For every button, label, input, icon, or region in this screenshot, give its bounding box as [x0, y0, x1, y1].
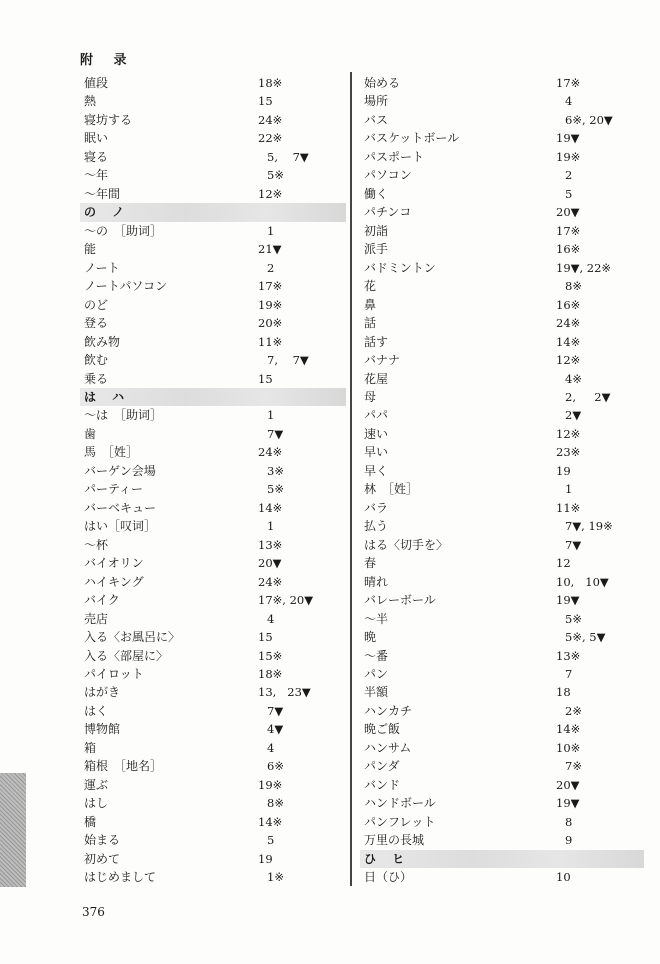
- entry-lesson-refs: 5: [267, 833, 275, 848]
- entry-term: 万里の長城: [364, 833, 425, 848]
- index-entry: [84, 610, 346, 628]
- entry-term: 晴れ: [364, 574, 389, 589]
- entry-lesson-refs: 19※: [258, 297, 283, 312]
- entry-term: バドミントン: [364, 260, 436, 275]
- entry-term: 林 ［姓］: [364, 482, 419, 497]
- entry-lesson-refs: 19: [258, 851, 273, 866]
- entry-lesson-refs: 15※: [258, 648, 283, 663]
- index-entry: [84, 850, 346, 868]
- entry-term: ～年: [84, 168, 109, 183]
- entry-term: 売店: [84, 611, 109, 626]
- entry-term: ノート: [84, 260, 120, 275]
- entry-term: 派手: [364, 242, 389, 257]
- entry-term: 飲み物: [84, 334, 121, 349]
- index-entry: [84, 554, 346, 572]
- index-entry: [364, 868, 644, 886]
- section-label: ひ ヒ: [364, 851, 411, 866]
- entry-lesson-refs: 7※: [565, 759, 582, 774]
- entry-term: 乗る: [84, 371, 109, 386]
- entry-term: パイロット: [84, 667, 144, 681]
- entry-term: 運ぶ: [84, 777, 109, 792]
- entry-term: ～半: [364, 611, 389, 626]
- index-entry: [364, 573, 644, 591]
- entry-term: バスケットボール: [364, 131, 460, 146]
- index-entry: [364, 74, 644, 92]
- entry-term: 早い: [364, 445, 389, 460]
- entry-lesson-refs: 6※, 20▼: [565, 112, 613, 127]
- index-entry: [84, 591, 346, 609]
- index-entry: [364, 647, 644, 665]
- entry-term: 寝坊する: [84, 112, 133, 127]
- entry-term: 母: [364, 389, 377, 404]
- entry-lesson-refs: 5※: [267, 482, 284, 497]
- index-entry: [364, 757, 644, 775]
- entry-term: 寝る: [84, 149, 109, 164]
- entry-term: パンフレット: [364, 814, 436, 829]
- section-header: [80, 203, 346, 221]
- entry-lesson-refs: 17※: [258, 279, 283, 294]
- entry-lesson-refs: 10, 10▼: [556, 574, 609, 589]
- entry-lesson-refs: 20※: [258, 316, 283, 331]
- index-entry: [364, 739, 644, 757]
- section-label: は ハ: [84, 389, 131, 404]
- index-entry: [84, 333, 346, 351]
- index-entry: [84, 148, 346, 166]
- index-entry: [364, 536, 644, 554]
- index-entry: [364, 554, 644, 572]
- index-entry: [364, 462, 644, 480]
- entry-term: パスポート: [364, 149, 425, 164]
- entry-term: パソコン: [364, 168, 412, 183]
- entry-lesson-refs: 12※: [556, 353, 581, 368]
- index-entry: [84, 259, 346, 277]
- entry-term: バーベキュー: [84, 500, 157, 515]
- entry-term: 話す: [364, 334, 389, 349]
- entry-term: 速い: [364, 426, 389, 441]
- index-entry: [84, 757, 346, 775]
- entry-term: のど: [84, 297, 109, 312]
- entry-term: ハンサム: [364, 740, 412, 755]
- entry-term: 能: [84, 242, 97, 257]
- entry-term: 橋: [84, 814, 97, 829]
- entry-lesson-refs: 5※: [565, 611, 582, 626]
- index-entry: [364, 406, 644, 424]
- entry-lesson-refs: 15: [258, 630, 273, 645]
- entry-lesson-refs: 24※: [258, 112, 283, 127]
- index-entry: [84, 111, 346, 129]
- entry-term: パチンコ: [364, 205, 412, 220]
- entry-lesson-refs: 2※: [565, 703, 582, 718]
- entry-lesson-refs: 19※: [258, 777, 283, 792]
- appendix-heading: 附 录: [80, 53, 135, 68]
- entry-term: バナナ: [364, 353, 401, 368]
- entry-lesson-refs: 13※: [258, 537, 283, 552]
- index-entry: [364, 720, 644, 738]
- section-header: [360, 850, 644, 868]
- entry-term: ～年間: [84, 186, 121, 201]
- entry-term: ノートパソコン: [84, 279, 168, 294]
- index-entry: [84, 74, 346, 92]
- entry-term: はがき: [84, 685, 121, 700]
- index-entry: [84, 314, 346, 332]
- entry-term: 箱: [84, 740, 97, 755]
- entry-lesson-refs: 19▼: [556, 593, 580, 608]
- entry-lesson-refs: 14※: [258, 814, 283, 829]
- index-entry: [364, 517, 644, 535]
- entry-term: ハンドボール: [364, 796, 436, 811]
- entry-term: バス: [364, 112, 389, 127]
- index-entry: [364, 388, 644, 406]
- entry-term: 初めて: [84, 851, 121, 866]
- index-entry: [84, 425, 346, 443]
- entry-term: はく: [84, 703, 109, 718]
- section-thumb-tab: [0, 773, 26, 887]
- index-entry: [84, 720, 346, 738]
- entry-term: はし: [84, 796, 109, 811]
- entry-lesson-refs: 4: [565, 94, 573, 109]
- index-entry: [84, 665, 346, 683]
- entry-lesson-refs: 15: [258, 371, 273, 386]
- index-entry: [364, 665, 644, 683]
- entry-lesson-refs: 10: [556, 870, 571, 885]
- entry-term: 博物館: [84, 722, 121, 737]
- index-entry: [84, 868, 346, 886]
- entry-term: 入る〈お風呂に〉: [84, 630, 181, 645]
- entry-term: バーゲン会場: [84, 463, 156, 478]
- index-entry: [84, 443, 346, 461]
- entry-lesson-refs: 6※: [267, 759, 284, 774]
- index-entry: [84, 166, 346, 184]
- index-column-left: [84, 74, 346, 887]
- index-entry: [364, 702, 644, 720]
- index-entry: [364, 591, 644, 609]
- entry-lesson-refs: 19※: [556, 149, 581, 164]
- entry-lesson-refs: 8※: [565, 279, 582, 294]
- entry-term: 話: [364, 316, 377, 331]
- entry-term: バラ: [364, 500, 389, 515]
- entry-lesson-refs: 12: [556, 556, 571, 571]
- index-entry: [84, 351, 346, 369]
- entry-term: 眠い: [84, 131, 109, 146]
- entry-lesson-refs: 24※: [258, 574, 283, 589]
- entry-lesson-refs: 5※: [267, 168, 284, 183]
- index-entry: [364, 222, 644, 240]
- entry-lesson-refs: 1※: [267, 870, 284, 885]
- index-column-right: [364, 74, 644, 887]
- entry-lesson-refs: 19▼, 22※: [556, 260, 612, 275]
- index-entry: [364, 610, 644, 628]
- index-entry: [364, 776, 644, 794]
- entry-term: 歯: [84, 426, 97, 441]
- index-entry: [84, 277, 346, 295]
- index-entry: [84, 222, 346, 240]
- entry-lesson-refs: 13, 23▼: [258, 685, 311, 700]
- index-entry: [84, 370, 346, 388]
- entry-term: ハイキング: [84, 574, 144, 589]
- index-entry: [364, 499, 644, 517]
- section-label: の ノ: [84, 205, 131, 220]
- entry-term: はい［叹词］: [84, 519, 157, 534]
- entry-term: 始める: [364, 76, 401, 90]
- index-entry: [84, 683, 346, 701]
- entry-lesson-refs: 10※: [556, 740, 581, 755]
- index-entry: [364, 277, 644, 295]
- index-entry: [84, 628, 346, 646]
- entry-term: 場所: [364, 94, 389, 109]
- entry-term: ～は ［助词］: [84, 408, 163, 423]
- entry-lesson-refs: 20▼: [258, 556, 282, 571]
- index-entry: [84, 831, 346, 849]
- entry-term: 馬 ［姓］: [84, 445, 139, 460]
- entry-lesson-refs: 22※: [258, 131, 283, 146]
- entry-lesson-refs: 7, 7▼: [267, 353, 309, 368]
- entry-lesson-refs: 8※: [267, 796, 284, 811]
- entry-lesson-refs: 5※, 5▼: [565, 630, 606, 645]
- entry-lesson-refs: 17※: [556, 223, 581, 238]
- entry-term: パンダ: [364, 759, 400, 774]
- index-entry: [364, 111, 644, 129]
- entry-term: 熱: [84, 94, 97, 109]
- entry-lesson-refs: 14※: [258, 500, 283, 515]
- entry-term: ～番: [364, 648, 389, 663]
- index-entry: [84, 776, 346, 794]
- index-entry: [84, 702, 346, 720]
- index-entry: [364, 148, 644, 166]
- entry-term: 早く: [364, 463, 389, 478]
- entry-lesson-refs: 2: [565, 168, 573, 183]
- entry-lesson-refs: 2▼: [565, 408, 582, 423]
- entry-lesson-refs: 20▼: [556, 205, 580, 220]
- index-entry: [364, 628, 644, 646]
- entry-term: 始まる: [84, 833, 121, 848]
- entry-term: 登る: [84, 316, 109, 331]
- index-entry: [364, 480, 644, 498]
- index-entry: [84, 240, 346, 258]
- index-entry: [84, 739, 346, 757]
- entry-term: 春: [364, 556, 377, 571]
- page-number: 376: [82, 905, 105, 919]
- entry-lesson-refs: 11※: [258, 334, 283, 349]
- entry-term: 晩ご飯: [364, 722, 401, 737]
- entry-term: 箱根 ［地名］: [84, 759, 163, 774]
- entry-term: 初詣: [364, 223, 389, 238]
- entry-lesson-refs: 2, 2▼: [565, 389, 611, 404]
- entry-lesson-refs: 9: [565, 833, 573, 848]
- entry-lesson-refs: 16※: [556, 297, 581, 312]
- index-entry: [364, 259, 644, 277]
- entry-lesson-refs: 4※: [565, 371, 582, 386]
- index-entry: [84, 813, 346, 831]
- index-entry: [84, 129, 346, 147]
- index-entry: [84, 536, 346, 554]
- index-entry: [364, 129, 644, 147]
- index-entry: [84, 296, 346, 314]
- entry-lesson-refs: 5: [565, 186, 573, 201]
- entry-term: バイオリン: [84, 556, 144, 571]
- entry-term: バイク: [84, 593, 120, 608]
- entry-term: パン: [364, 667, 389, 681]
- entry-term: 鼻: [364, 297, 377, 312]
- entry-lesson-refs: 1: [565, 482, 573, 497]
- entry-lesson-refs: 15: [258, 94, 273, 109]
- index-entry: [84, 92, 346, 110]
- index-entry: [364, 813, 644, 831]
- entry-lesson-refs: 11※: [556, 500, 581, 515]
- index-entry: [364, 683, 644, 701]
- index-entry: [364, 185, 644, 203]
- section-header: [80, 388, 346, 406]
- entry-term: パパ: [364, 408, 389, 423]
- entry-lesson-refs: 7▼: [565, 537, 582, 552]
- index-entry: [364, 296, 644, 314]
- index-entry: [84, 462, 346, 480]
- entry-lesson-refs: 24※: [556, 316, 581, 331]
- entry-lesson-refs: 20▼: [556, 777, 580, 792]
- entry-term: 半額: [364, 685, 389, 700]
- entry-lesson-refs: 18※: [258, 76, 283, 90]
- entry-lesson-refs: 8: [565, 814, 573, 829]
- index-entry: [364, 794, 644, 812]
- index-entry: [364, 333, 644, 351]
- index-entry: [84, 406, 346, 424]
- entry-term: 飲む: [84, 353, 109, 368]
- index-entry: [84, 573, 346, 591]
- entry-lesson-refs: 1: [267, 408, 275, 423]
- entry-lesson-refs: 7▼: [267, 703, 284, 718]
- entry-term: はじめまして: [84, 870, 157, 885]
- entry-lesson-refs: 12※: [556, 426, 581, 441]
- entry-term: 働く: [364, 186, 389, 201]
- index-entry: [364, 443, 644, 461]
- entry-term: バンド: [364, 777, 401, 792]
- entry-lesson-refs: 17※, 20▼: [258, 593, 314, 608]
- index-entry: [364, 240, 644, 258]
- index-entry: [364, 351, 644, 369]
- entry-lesson-refs: 24※: [258, 445, 283, 460]
- entry-lesson-refs: 21▼: [258, 242, 282, 257]
- entry-lesson-refs: 18: [556, 685, 571, 700]
- entry-lesson-refs: 19▼: [556, 796, 580, 811]
- entry-term: 花屋: [364, 371, 389, 386]
- entry-term: 払う: [364, 519, 389, 534]
- entry-term: ～杯: [84, 537, 109, 552]
- entry-lesson-refs: 13※: [556, 648, 581, 663]
- entry-term: ～の ［助词］: [84, 223, 163, 238]
- index-entry: [84, 647, 346, 665]
- index-entry: [364, 203, 644, 221]
- entry-lesson-refs: 4: [267, 611, 275, 626]
- index-entry: [364, 314, 644, 332]
- index-entry: [84, 794, 346, 812]
- entry-term: 晩: [364, 630, 377, 645]
- index-entry: [364, 166, 644, 184]
- entry-lesson-refs: 23※: [556, 445, 581, 460]
- entry-lesson-refs: 4: [267, 740, 275, 755]
- entry-lesson-refs: 4▼: [267, 722, 284, 737]
- entry-lesson-refs: 12※: [258, 186, 283, 201]
- entry-lesson-refs: 7▼: [267, 426, 284, 441]
- entry-term: バレーボール: [364, 593, 436, 608]
- entry-lesson-refs: 7▼, 19※: [565, 519, 613, 534]
- entry-term: はる〈切手を〉: [364, 537, 449, 552]
- entry-lesson-refs: 1: [267, 223, 275, 238]
- entry-lesson-refs: 2: [267, 260, 275, 275]
- entry-term: 値段: [84, 76, 109, 90]
- entry-lesson-refs: 17※: [556, 76, 581, 90]
- index-entry: [364, 831, 644, 849]
- index-entry: [84, 185, 346, 203]
- entry-lesson-refs: 19: [556, 463, 571, 478]
- entry-lesson-refs: 14※: [556, 722, 581, 737]
- entry-term: 花: [364, 279, 377, 294]
- entry-lesson-refs: 5, 7▼: [267, 149, 309, 164]
- column-divider: [350, 72, 352, 886]
- entry-lesson-refs: 14※: [556, 334, 581, 349]
- index-entry: [84, 517, 346, 535]
- entry-term: 入る〈部屋に〉: [84, 648, 169, 663]
- entry-term: パーティー: [84, 482, 144, 497]
- index-entry: [364, 370, 644, 388]
- index-entry: [364, 92, 644, 110]
- entry-lesson-refs: 16※: [556, 242, 581, 257]
- index-entry: [84, 499, 346, 517]
- index-entry: [84, 480, 346, 498]
- entry-lesson-refs: 19▼: [556, 131, 580, 146]
- entry-term: ハンカチ: [364, 703, 413, 718]
- entry-lesson-refs: 1: [267, 519, 275, 534]
- entry-lesson-refs: 7: [565, 667, 573, 681]
- entry-term: 日（ひ）: [364, 870, 413, 885]
- entry-lesson-refs: 18※: [258, 667, 283, 681]
- entry-lesson-refs: 3※: [267, 463, 284, 478]
- index-entry: [364, 425, 644, 443]
